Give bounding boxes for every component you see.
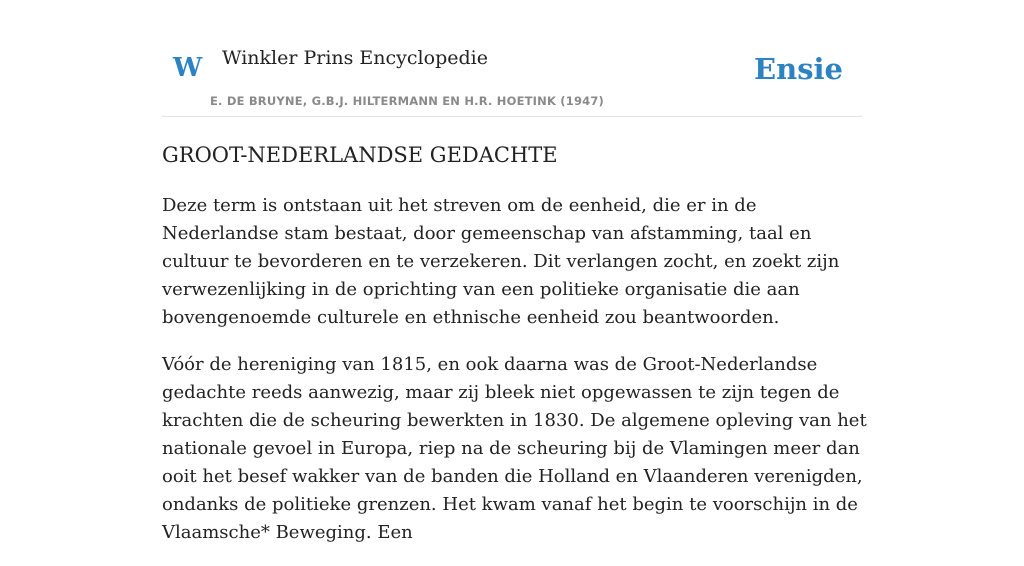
brand-logo[interactable]: Ensie <box>754 52 843 86</box>
article-headword: GROOT-NEDERLANDSE GEDACHTE <box>162 143 558 167</box>
site-header <box>162 0 862 117</box>
article-paragraph: Vóór de hereniging van 1815, en ook daarna was de Groot-Nederlandse gedachte reeds aanwezig, maar zij bleek niet opgewassen te zijn tegen de krachten die de scheuring bewerkten in 1830. De algemene opleving van het nationale gevoel in Europa, riep na de scheuring bij de Vlamingen meer dan ooit het besef wakker van de banden die Holland en Vlaanderen verenigden, ondanks de politieke grenzen. Het kwam vanaf het begin te voorschijn in de Vlaamsche* Beweging. Een <box>162 354 867 543</box>
article-body <box>162 192 867 566</box>
publication-logo-icon[interactable]: W <box>173 53 203 83</box>
article-paragraph: Deze term is ontstaan uit het streven om de eenheid, die er in de Nederlandse stam bestaat, door gemeenschap van afstamming, taal en cultuur te bevorderen en te verzekeren. Dit verlangen zocht, en zoekt zijn verwezenlijking in de oprichting van een politieke organisatie die aan bovengenoemde culturele en ethnische eenheid zou beantwoorden. <box>162 195 840 328</box>
publication-authors: E. DE BRUYNE, G.B.J. HILTERMANN EN H.R. HOETINK (1947) <box>210 94 605 108</box>
publication-title[interactable]: Winkler Prins Encyclopedie <box>222 47 488 69</box>
